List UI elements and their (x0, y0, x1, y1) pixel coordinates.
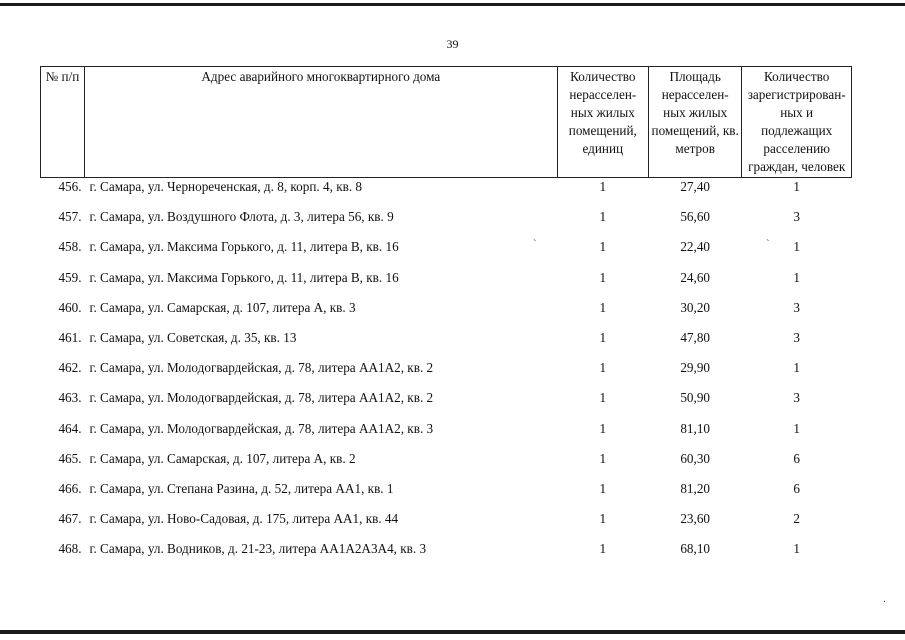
table-row (41, 420, 852, 450)
table-row (41, 178, 852, 209)
page-number: 39 (446, 37, 459, 51)
row-address: г. Самара, ул. Ново-Садовая, д. 175, литера АА1, кв. 44 (89, 511, 399, 527)
table-row (41, 359, 852, 389)
row-address: г. Самара, ул. Воздушного Флота, д. 3, литера 56, кв. 9 (89, 209, 394, 225)
table-row (41, 269, 852, 299)
table-row (41, 389, 852, 419)
header-unsettled-area: Площадь нерасселен-ных жилых помещений, кв. метров (648, 67, 741, 178)
header-number: № п/п (41, 67, 85, 178)
row-address: г. Самара, ул. Максима Горького, д. 11, литера В, кв. 16 (89, 239, 399, 255)
scan-speck: ` (766, 238, 770, 250)
row-residents: 3 (793, 209, 800, 225)
row-unsettled-count: 1 (599, 360, 607, 376)
row-residents: 6 (793, 450, 800, 466)
row-number: 462. (58, 360, 82, 376)
row-residents: 6 (793, 480, 800, 496)
row-number: 465. (58, 450, 82, 466)
row-unsettled-area: 47,80 (680, 329, 710, 345)
row-residents: 1 (793, 179, 800, 194)
row-address: г. Самара, ул. Молодогвардейская, д. 78, литера АА1А2, кв. 2 (89, 360, 434, 376)
row-number: 461. (58, 329, 82, 345)
row-residents: 1 (793, 420, 800, 436)
row-residents: 3 (793, 329, 800, 345)
row-unsettled-count: 1 (599, 480, 607, 496)
row-residents: 1 (793, 360, 800, 376)
row-residents: 1 (793, 239, 800, 255)
row-unsettled-count: 1 (599, 541, 607, 557)
row-address: г. Самара, ул. Советская, д. 35, кв. 13 (89, 329, 297, 345)
table-row (41, 299, 852, 329)
row-number: 457. (58, 209, 82, 225)
top-border-rule (0, 3, 905, 6)
row-residents: 1 (793, 541, 800, 557)
row-number: 456. (58, 179, 82, 194)
row-number: 463. (58, 390, 82, 406)
row-unsettled-count: 1 (599, 179, 607, 194)
row-address: г. Самара, ул. Чернореченская, д. 8, корп. 4, кв. 8 (89, 179, 363, 194)
row-address: г. Самара, ул. Молодогвардейская, д. 78, литера АА1А2, кв. 3 (89, 420, 434, 436)
row-address: г. Самара, ул. Самарская, д. 107, литера А, кв. 3 (89, 299, 356, 315)
row-unsettled-count: 1 (599, 450, 607, 466)
row-address: г. Самара, ул. Степана Разина, д. 52, литера АА1, кв. 1 (89, 480, 394, 496)
row-unsettled-area: 30,20 (680, 299, 710, 315)
header-unsettled-count: Количество нерасселен-ных жилых помещений, единиц (557, 67, 648, 178)
row-number: 460. (58, 299, 82, 315)
row-number: 467. (58, 511, 82, 527)
table-row (41, 540, 852, 570)
table-row (41, 450, 852, 480)
row-unsettled-count: 1 (599, 420, 607, 436)
row-number: 464. (58, 420, 82, 436)
row-residents: 1 (793, 269, 800, 285)
emergency-housing-table (40, 66, 852, 570)
table-row (41, 480, 852, 510)
row-unsettled-area: 56,60 (680, 209, 710, 225)
row-unsettled-area: 60,30 (680, 450, 710, 466)
row-number: 459. (58, 269, 82, 285)
scan-speck: . (883, 593, 886, 605)
row-unsettled-count: 1 (599, 329, 607, 345)
table-header (41, 67, 852, 178)
row-unsettled-count: 1 (599, 511, 607, 527)
row-residents: 3 (793, 390, 800, 406)
row-unsettled-count: 1 (599, 269, 607, 285)
row-unsettled-count: 1 (599, 239, 607, 255)
row-residents: 2 (793, 511, 800, 527)
row-unsettled-area: 24,60 (680, 269, 710, 285)
table-row (41, 238, 852, 268)
row-unsettled-area: 22,40 (680, 239, 710, 255)
row-unsettled-area: 23,60 (680, 511, 710, 527)
header-address: Адрес аварийного многоквартирного дома (85, 67, 558, 178)
table-row (41, 510, 852, 540)
row-unsettled-area: 68,10 (680, 541, 710, 557)
row-number: 468. (58, 541, 82, 557)
row-number: 458. (58, 239, 82, 255)
row-address: г. Самара, ул. Самарская, д. 107, литера А, кв. 2 (89, 450, 356, 466)
row-address: г. Самара, ул. Максима Горького, д. 11, литера В, кв. 16 (89, 269, 399, 285)
row-unsettled-area: 81,10 (680, 420, 710, 436)
row-address: г. Самара, ул. Водников, д. 21-23, литера АА1А2А3А4, кв. 3 (89, 541, 427, 557)
header-residents: Количество зарегистрирован-ных и подлежащих расселению граждан, человек (742, 67, 852, 178)
row-unsettled-area: 81,20 (680, 480, 710, 496)
row-unsettled-area: 27,40 (680, 179, 710, 194)
row-unsettled-area: 50,90 (680, 390, 710, 406)
row-residents: 3 (793, 299, 800, 315)
row-unsettled-count: 1 (599, 390, 607, 406)
row-unsettled-area: 29,90 (680, 360, 710, 376)
row-number: 466. (58, 480, 82, 496)
table-row (41, 329, 852, 359)
bottom-border-rule (0, 630, 905, 634)
row-unsettled-count: 1 (599, 299, 607, 315)
row-unsettled-count: 1 (599, 209, 607, 225)
table-row (41, 208, 852, 238)
table-body (41, 178, 852, 571)
table-header-row (41, 67, 852, 178)
row-address: г. Самара, ул. Молодогвардейская, д. 78, литера АА1А2, кв. 2 (89, 390, 434, 406)
scan-speck: ` (533, 238, 537, 250)
